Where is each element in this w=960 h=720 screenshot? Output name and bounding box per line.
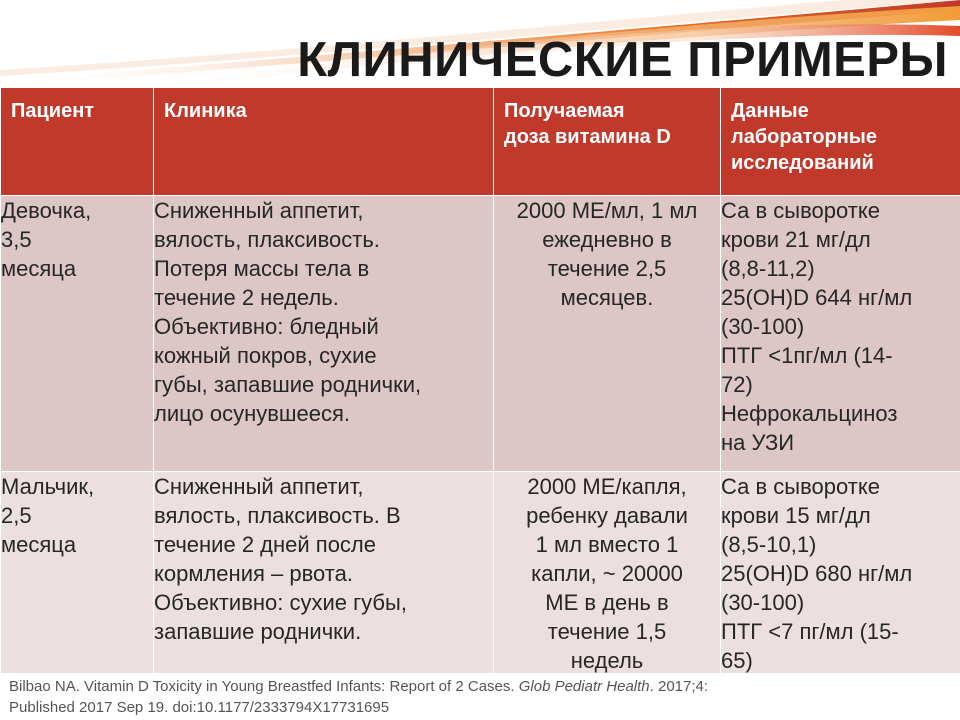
- cell-text-line: Са в сыворотке: [721, 198, 880, 223]
- cell-text-line: Сниженный аппетит,: [154, 198, 364, 223]
- cell-text-line: Са в сыворотке: [721, 474, 880, 499]
- cell-text-line: 25(OH)D 680 нг/мл: [721, 561, 913, 586]
- reference-citation: [0, 673, 960, 720]
- table-row: [1, 196, 960, 472]
- cell-text-line: крови 15 мг/дл: [721, 503, 871, 528]
- reference-year-volume: . 2017;4:: [649, 678, 709, 695]
- table-row: [1, 472, 960, 686]
- cell-text-line: Нефрокальциноз: [721, 401, 898, 426]
- cell-text-line: течение 2,5: [547, 256, 667, 281]
- cell-clinic: [154, 472, 494, 686]
- cell-text-line: течение 2 недель.: [154, 285, 339, 310]
- reference-line-1: [9, 676, 960, 697]
- header-line: Клиника: [164, 100, 247, 122]
- cell-text-line: течение 2 дней после: [154, 532, 377, 557]
- cell-text-line: 2000 МЕ/капля,: [527, 474, 687, 499]
- cell-text-line: 3,5: [1, 227, 32, 252]
- header-line: лабораторные: [731, 126, 877, 148]
- cell-text-line: 72): [721, 372, 753, 397]
- cell-text-line: 2000 МЕ/мл, 1 мл: [516, 198, 698, 223]
- cell-dose: [494, 472, 721, 686]
- cell-text-line: капли, ~ 20000: [531, 561, 683, 586]
- cell-text-line: месяца: [1, 256, 77, 281]
- cell-patient: [1, 196, 154, 472]
- header-line: Данные: [731, 100, 809, 122]
- cell-lab: [721, 472, 960, 686]
- header-lab: [721, 88, 960, 196]
- cell-text-line: недель: [570, 648, 644, 673]
- cell-text-line: (8,8-11,2): [721, 256, 815, 281]
- header-line: исследований: [731, 152, 874, 174]
- cell-lab: [721, 196, 960, 472]
- cell-clinic: [154, 196, 494, 472]
- cell-patient: [1, 472, 154, 686]
- cell-text-line: Мальчик,: [1, 474, 95, 499]
- cell-text-line: МЕ в день в: [545, 590, 669, 615]
- cell-text-line: (30-100): [721, 314, 805, 339]
- cell-text-line: месяцев.: [560, 285, 654, 310]
- cell-text-line: Объективно: сухие губы,: [154, 590, 407, 615]
- cell-text-line: кожный покров, сухие: [154, 343, 377, 368]
- reference-authors-title: Bilbao NA. Vitamin D Toxicity in Young Breastfed Infants: Report of 2 Cases.: [9, 678, 519, 695]
- cell-text-line: губы, запавшие роднички,: [154, 372, 422, 397]
- cell-text-line: Объективно: бледный: [154, 314, 379, 339]
- cell-text-line: месяца: [1, 532, 77, 557]
- cell-text-line: ребенку давали: [526, 503, 688, 528]
- cell-text-line: (8,5-10,1): [721, 532, 817, 557]
- clinical-cases-table: [0, 87, 960, 686]
- header-dose: [494, 88, 721, 196]
- header-line: доза витамина D: [504, 126, 671, 148]
- cell-text-line: вялость, плаксивость.: [154, 227, 380, 252]
- cell-text-line: запавшие роднички.: [154, 619, 362, 644]
- cell-text-line: крови 21 мг/дл: [721, 227, 871, 252]
- header-patient: [1, 88, 154, 196]
- cell-text-line: 2,5: [1, 503, 32, 528]
- cell-text-line: 65): [721, 648, 753, 673]
- cell-text-line: на УЗИ: [721, 430, 795, 455]
- cell-dose: [494, 196, 721, 472]
- cell-text-line: Сниженный аппетит,: [154, 474, 364, 499]
- header-clinic: [154, 88, 494, 196]
- cell-text-line: вялость, плаксивость. В: [154, 503, 401, 528]
- cell-text-line: ПТГ <7 пг/мл (15-: [721, 619, 899, 644]
- header-line: Пациент: [11, 100, 95, 122]
- cell-text-line: ежедневно в: [542, 227, 672, 252]
- page-title: КЛИНИЧЕСКИЕ ПРИМЕРЫ: [297, 33, 948, 87]
- cell-text-line: (30-100): [721, 590, 805, 615]
- cell-text-line: 1 мл вместо 1: [535, 532, 679, 557]
- cell-text-line: течение 1,5: [547, 619, 667, 644]
- reference-journal: Glob Pediatr Health: [518, 678, 650, 695]
- cell-text-line: кормления – рвота.: [154, 561, 353, 586]
- cell-text-line: 25(OH)D 644 нг/мл: [721, 285, 913, 310]
- cell-text-line: Девочка,: [1, 198, 92, 223]
- header-line: Получаемая: [504, 100, 625, 122]
- reference-line-2: Published 2017 Sep 19. doi:10.1177/2333794X17731695: [9, 699, 390, 716]
- cell-text-line: ПТГ <1пг/мл (14-: [721, 343, 893, 368]
- cell-text-line: лицо осунувшееся.: [154, 401, 351, 426]
- table-header-row: [1, 88, 960, 196]
- cell-text-line: Потеря массы тела в: [154, 256, 370, 281]
